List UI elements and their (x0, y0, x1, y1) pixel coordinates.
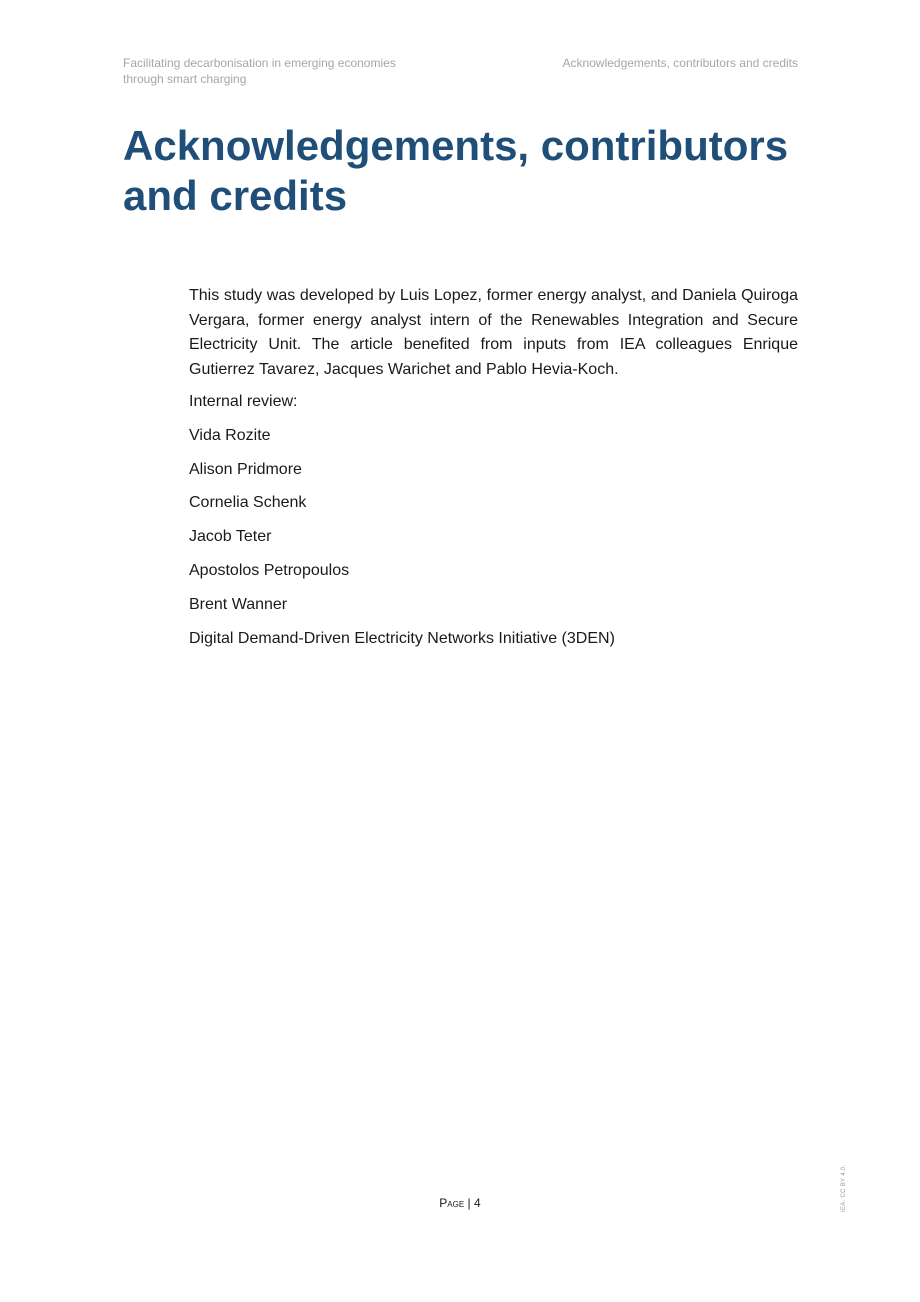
reviewer-item: Alison Pridmore (189, 460, 302, 478)
reviewer-item: Jacob Teter (189, 528, 272, 546)
page-label: Page (439, 1196, 465, 1210)
page-title-line-1: Acknowledgements, contributors (123, 122, 789, 169)
page-title-line-2: and credits (123, 172, 348, 219)
running-header-title-line-1: Facilitating decarbonisation in emerging economies (123, 56, 396, 70)
reviewer-item: Brent Wanner (189, 595, 288, 613)
page-number: 4 (474, 1196, 481, 1210)
page-title (123, 121, 823, 221)
reviewer-item: Digital Demand-Driven Electricity Networks Initiative (3DEN) (189, 629, 615, 647)
license-mark: IEA. CC BY 4.0. (841, 1164, 847, 1212)
reviewer-item: Cornelia Schenk (189, 494, 307, 512)
running-header-report-title (123, 55, 443, 87)
running-header-title-line-2: through smart charging (123, 72, 247, 86)
intro-paragraph: This study was developed by Luis Lopez, former energy analyst, and Daniela Quiroga Vergara, former energy analyst intern of the Renewables Integration and Secure Electricity Unit. The article benefited from inputs from IEA colleagues Enrique Gutierrez Tavarez, Jacques Warichet and Pablo Hevia-Koch. (189, 287, 798, 378)
running-header-section-title: Acknowledgements, contributors and credits (562, 56, 798, 70)
page-footer (0, 1196, 920, 1210)
reviewer-item: Vida Rozite (189, 426, 271, 444)
reviewer-item: Apostolos Petropoulos (189, 561, 350, 579)
page-separator: | (467, 1196, 471, 1210)
internal-review-label: Internal review: (189, 393, 298, 410)
acknowledgements-body (189, 284, 798, 651)
reviewer-list (189, 424, 798, 651)
